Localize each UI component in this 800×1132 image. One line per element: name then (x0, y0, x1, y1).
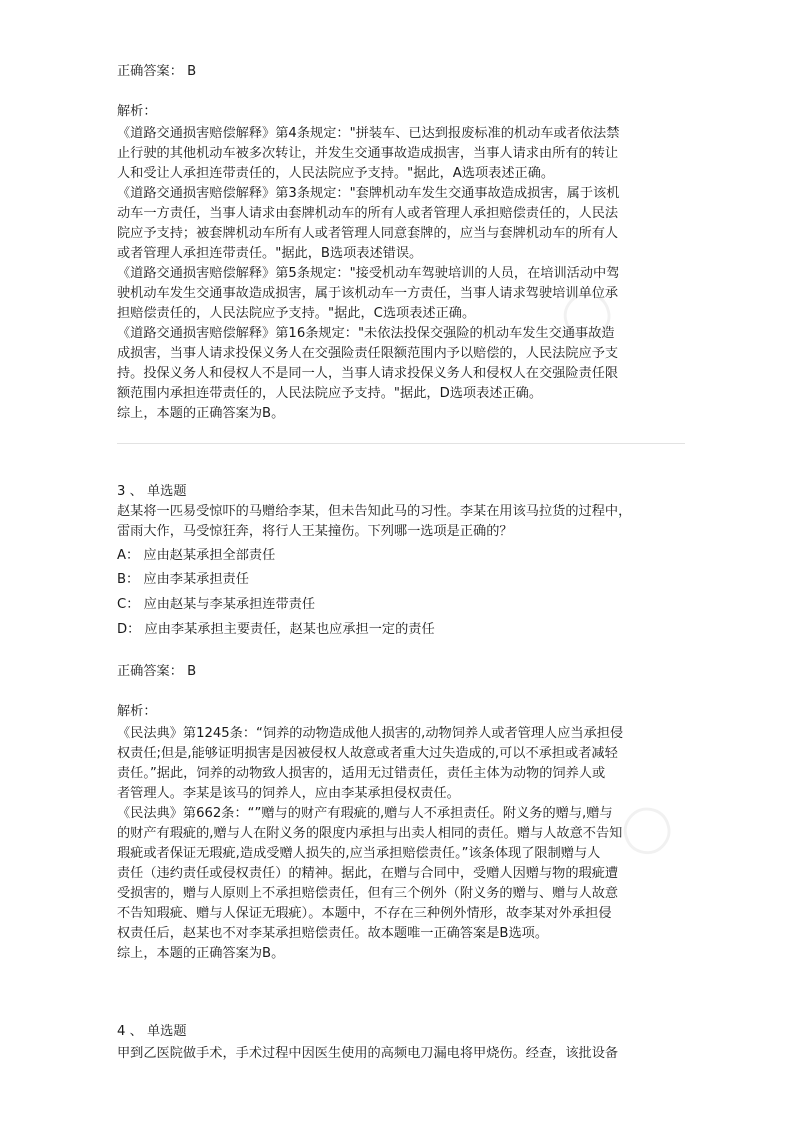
watermark: ◯ (552, 277, 620, 347)
analysis-line: 担赔偿责任的，人民法院应予支持。"据此，C选项表述正确。 (117, 306, 476, 321)
analysis-line: 权责任;但是,能够证明损害是因被侵权人故意或者重大过失造成的,可以不承担或者减轻 (117, 746, 618, 761)
analysis-line: 止行驶的其他机动车被多次转让，并发生交通事故造成损害，当事人请求由所有的转让 (117, 146, 619, 161)
q3-option-d: D： 应由李某承担主要责任，赵某也应承担一定的责任 (117, 622, 435, 637)
analysis-line: 《道路交通损害赔偿解释》第16条规定："未依法投保交强险的机动车发生交通事故造 (117, 326, 615, 341)
analysis-line: 《道路交通损害赔偿解释》第4条规定："拼装车、已达到报废标准的机动车或者依法禁 (117, 126, 620, 141)
analysis-line: 不告知瑕疵、赠与人保证无瑕疵）。本题中，不存在三种例外情形，故李某对外承担侵 (117, 906, 612, 921)
analysis-line: 《道路交通损害赔偿解释》第5条规定："接受机动车驾驶培训的人员，在培训活动中驾 (117, 266, 620, 281)
stem-line: 赵某将一匹易受惊吓的马赠给李某，但未告知此马的习性。李某在用该马拉货的过程中， (117, 504, 632, 519)
analysis-line: 权责任后，赵某也不对李某承担赔偿责任。故本题唯一正确答案是B选项。 (117, 926, 549, 941)
q2-correct-answer: 正确答案： B (117, 64, 197, 79)
analysis-line: 综上，本题的正确答案为B。 (117, 946, 285, 961)
q4-number-type: 4 、 单选题 (117, 1024, 187, 1039)
q3-analysis-title: 解析： (117, 704, 157, 719)
q4-stem (117, 1044, 685, 1064)
q2-analysis-title: 解析： (117, 104, 157, 119)
q3-number-type: 3 、 单选题 (117, 484, 187, 499)
q3-correct-answer: 正确答案： B (117, 664, 197, 679)
analysis-line: 综上，本题的正确答案为B。 (117, 406, 285, 421)
watermark: ◯ (612, 792, 680, 862)
stem-line: 雷雨大作，马受惊狂奔，将行人王某撞伤。下列哪一选项是正确的？ (117, 524, 513, 539)
analysis-line: 驶机动车发生交通事故造成损害，属于该机动车一方责任，当事人请求驾驶培训单位承 (117, 286, 619, 301)
analysis-line: 院应予支持；被套牌机动车所有人或者管理人同意套牌的，应当与套牌机动车的所有人 (117, 226, 619, 241)
q3-option-c: C： 应由赵某与李某承担连带责任 (117, 597, 316, 612)
q2-analysis (117, 124, 685, 424)
analysis-line: 的财产有瑕疵的,赠与人在附义务的限度内承担与出卖人相同的责任。赠与人故意不告知 (117, 826, 623, 841)
analysis-line: 动车一方责任，当事人请求由套牌机动车的所有人或者管理人承担赔偿责任的，人民法 (117, 206, 619, 221)
analysis-line: 责任。”据此，饲养的动物致人损害的，适用无过错责任，责任主体为动物的饲养人或 (117, 766, 606, 781)
analysis-line: 《民法典》第662条：“”赠与的财产有瑕疵的,赠与人不承担责任。附义务的赠与,赠与 (117, 806, 613, 821)
analysis-line: 《民法典》第1245条：“饲养的动物造成他人损害的,动物饲养人或者管理人应当承担侵 (117, 726, 624, 741)
analysis-line: 《道路交通损害赔偿解释》第3条规定："套牌机动车发生交通事故造成损害，属于该机 (117, 186, 620, 201)
question-divider (117, 443, 685, 444)
analysis-line: 者管理人。李某是该马的饲养人，应由李某承担侵权责任。 (117, 786, 460, 801)
analysis-line: 成损害，当事人请求投保义务人在交强险责任限额范围内予以赔偿的，人民法院应予支 (117, 346, 619, 361)
analysis-line: 受损害的，赠与人原则上不承担赔偿责任，但有三个例外（附义务的赠与、赠与人故意 (117, 886, 619, 901)
analysis-line: 额范围内承担连带责任的，人民法院应予支持。"据此，D选项表述正确。 (117, 386, 543, 401)
analysis-line: 瑕疵或者保证无瑕疵,造成受赠人损失的,应当承担赔偿责任。”该条体现了限制赠与人 (117, 846, 601, 861)
q3-option-b: B： 应由李某承担责任 (117, 572, 249, 587)
analysis-line: 或者管理人承担连带责任。"据此，B选项表述错误。 (117, 246, 423, 261)
q3-stem (117, 502, 685, 542)
q3-option-a: A： 应由赵某承担全部责任 (117, 548, 276, 563)
analysis-line: 人和受让人承担连带责任的，人民法院应予支持。"据此，A选项表述正确。 (117, 166, 555, 181)
analysis-line: 责任（违约责任或侵权责任）的精神。据此，在赠与合同中，受赠人因赠与物的瑕疵遭 (117, 866, 619, 881)
analysis-line: 持。投保义务人和侵权人不是同一人，当事人请求投保义务人和侵权人在交强险责任限 (117, 366, 619, 381)
stem-line: 甲到乙医院做手术，手术过程中因医生使用的高频电刀漏电将甲烧伤。经查，该批设备 (117, 1046, 619, 1061)
q3-analysis (117, 724, 685, 964)
